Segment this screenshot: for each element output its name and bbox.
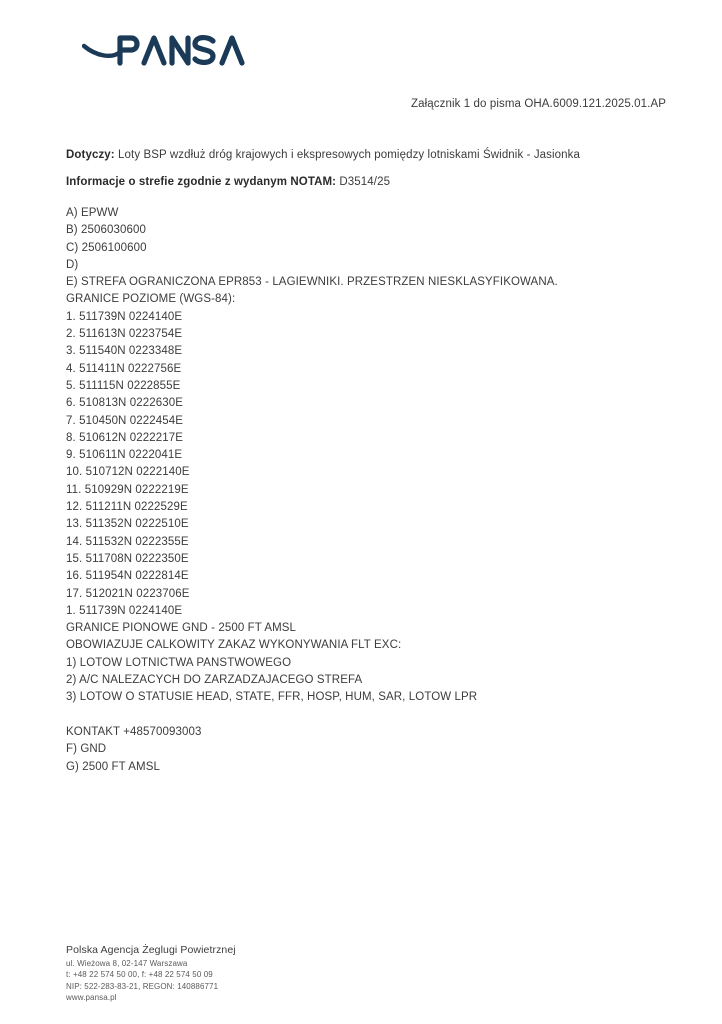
notam-line: F) GND [66,743,107,756]
notam-header-label: Informacje o strefie zgodnie z wydanym NOTAM: [66,176,337,188]
notam-line: 7. 510450N 0222454E [66,414,184,427]
pansa-logo [82,30,382,74]
notam-line: KONTAKT +48570093003 [66,725,202,738]
notam-line: 13. 511352N 0222510E [66,518,189,531]
footer-phone: t: +48 22 574 50 00, f: +48 22 574 50 09 [66,970,213,980]
notam-line: B) 2506030600 [66,224,146,237]
notam-line: GRANICE POZIOME (WGS-84): [66,293,236,306]
notam-line: 2. 511613N 0223754E [66,328,183,341]
document-reference: Załącznik 1 do pisma OHA.6009.121.2025.01.AP [411,98,666,110]
notam-line: 11. 510929N 0222219E [66,483,189,496]
notam-line: 10. 510712N 0222140E [66,466,190,479]
footer-tax-ids: NIP: 522-283-83-21, REGON: 140886771 [66,981,219,991]
notam-line: E) STREFA OGRANICZONA EPR853 - LAGIEWNIKI. PRZESTRZEN NIESKLASYFIKOWANA. [66,276,558,289]
notam-line: D) [66,258,79,271]
subject-row [66,149,580,161]
notam-line: 17. 512021N 0223706E [66,587,190,600]
notam-header-value: D3514/25 [339,176,391,188]
notam-line: OBOWIAZUJE CALKOWITY ZAKAZ WYKONYWANIA FLT EXC: [66,639,402,652]
footer-address: ul. Wieżowa 8, 02-147 Warszawa [66,959,188,968]
notam-line: G) 2500 FT AMSL [66,760,160,773]
notam-line: 1) LOTOW LOTNICTWA PANSTWOWEGO [66,656,292,669]
notam-line: GRANICE PIONOWE GND - 2500 FT AMSL [66,622,297,635]
notam-line: 16. 511954N 0222814E [66,570,189,583]
notam-line: 8. 510612N 0222217E [66,431,184,444]
notam-line: 3) LOTOW O STATUSIE HEAD, STATE, FFR, HOSP, HUM, SAR, LOTOW LPR [66,691,478,704]
pansa-swoosh-logo [82,30,252,70]
notam-line: 1. 511739N 0224140E [66,310,183,323]
notam-line: 15. 511708N 0222350E [66,552,189,565]
notam-line [66,707,666,724]
subject-value: Loty BSP wzdłuż dróg krajowych i ekspresowych pomiędzy lotniskami Świdnik - Jasionka [118,149,581,161]
notam-line: A) EPWW [66,207,119,219]
notam-line: 2) A/C NALEZACYCH DO ZARZADZAJACEGO STREFA [66,674,363,687]
notam-line: 14. 511532N 0222355E [66,535,189,548]
notam-line: 1. 511739N 0224140E [66,604,183,617]
subject-label: Dotyczy: [66,149,115,161]
footer-organization: Polska Agencja Żeglugi Powietrznej [66,944,236,956]
notam-line: 9. 510611N 0222041E [66,449,183,462]
notam-line: 5. 511115N 0222855E [66,379,181,392]
notam-line: 6. 510813N 0222630E [66,397,184,410]
notam-line: 3. 511540N 0223348E [66,345,183,358]
notam-body [66,205,666,776]
notam-line: C) 2506100600 [66,241,147,254]
notam-line: 4. 511411N 0222756E [66,362,182,375]
page-footer [66,943,236,1004]
footer-website[interactable]: www.pansa.pl [66,993,117,1003]
notam-line: 12. 511211N 0222529E [66,501,188,514]
notam-header-row [66,176,390,188]
